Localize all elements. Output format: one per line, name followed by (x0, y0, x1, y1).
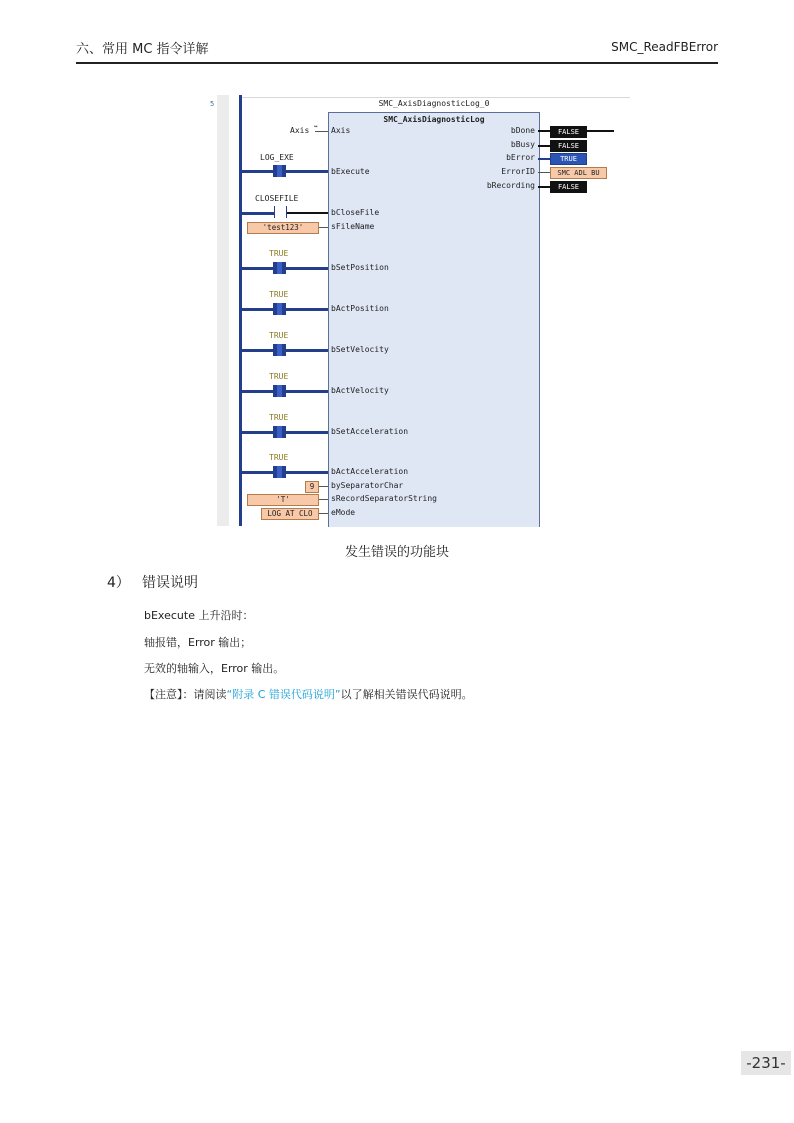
pin-srecordseparatorstring: sRecordSeparatorString (331, 494, 437, 503)
pin-errorid: ErrorID (501, 167, 535, 176)
bbusy-value: FALSE (550, 140, 587, 152)
true-label-bactacceleration: TRUE (269, 453, 289, 462)
emode-value: LOG AT CLO (261, 508, 319, 520)
srecordseparator-wire (319, 499, 328, 500)
brecording-value: FALSE (550, 181, 587, 193)
body-line-3: 无效的轴输入，Error 输出。 (144, 662, 285, 675)
page-header-chapter: 六、常用 MC 指令详解 (76, 42, 209, 57)
pin-bactposition: bActPosition (331, 304, 389, 313)
pin-axis: Axis (331, 126, 351, 135)
contact-log-exe (273, 165, 286, 177)
contact-bactvelocity (273, 385, 286, 397)
sfilename-wire (319, 227, 328, 228)
note-paragraph (144, 686, 473, 702)
fb-instance-name: SMC_AxisDiagnosticLog_0 (378, 99, 490, 108)
log-exe-variable: LOG_EXE (260, 153, 294, 162)
contact-bsetvelocity (273, 344, 286, 356)
true-label-bsetvelocity: TRUE (269, 331, 289, 340)
bdone-value: FALSE (550, 126, 587, 138)
header-rule (76, 62, 718, 64)
emode-wire (319, 513, 328, 514)
berror-wire (538, 158, 550, 160)
axis-wire (315, 131, 328, 132)
pin-bactvelocity: bActVelocity (331, 386, 389, 395)
srecordseparator-value: 'T' (247, 494, 319, 506)
line-number-gutter (217, 95, 229, 526)
pin-brecording: bRecording (486, 181, 535, 190)
pin-bbusy: bBusy (510, 140, 535, 149)
errorid-value: SMC ADL BU (550, 167, 607, 179)
true-label-bsetposition: TRUE (269, 249, 289, 258)
closefile-variable: CLOSEFILE (255, 194, 299, 203)
rung-wire-bclosefile-left (242, 212, 276, 215)
true-label-bactposition: TRUE (269, 290, 289, 299)
pin-bdone: bDone (510, 126, 535, 135)
pin-sfilename: sFileName (331, 222, 375, 231)
appendix-c-link[interactable]: “附录 C 错误代码说明” (226, 688, 341, 701)
section-title: 错误说明 (142, 575, 198, 591)
pin-bsetacceleration: bSetAcceleration (331, 427, 409, 436)
pin-emode: eMode (331, 508, 356, 517)
true-label-bsetacceleration: TRUE (269, 413, 289, 422)
pin-bexecute: bExecute (331, 167, 370, 176)
pin-bsetvelocity: bSetVelocity (331, 345, 389, 354)
contact-bactacceleration (273, 466, 286, 478)
bbusy-wire (538, 145, 550, 147)
axis-variable: Axis (290, 126, 310, 135)
page-number: -231- (741, 1051, 791, 1075)
contact-bactposition (273, 303, 286, 315)
fb-type-name: SMC_AxisDiagnosticLog (383, 115, 485, 124)
byseparatorchar-wire (319, 486, 328, 487)
pin-bsetposition: bSetPosition (331, 263, 389, 272)
contact-closefile (274, 206, 287, 218)
pin-bactacceleration: bActAcceleration (331, 467, 409, 476)
ladder-diagram (205, 95, 635, 526)
pin-berror: bError (506, 153, 535, 162)
body-line-2: 轴报错，Error 输出； (144, 636, 252, 649)
note-prefix: 【注意】：请阅读 (144, 688, 227, 701)
note-suffix: 以了解相关错误代码说明。 (340, 688, 473, 701)
pin-bclosefile: bCloseFile (331, 208, 380, 217)
brecording-wire (538, 186, 550, 188)
rung-number: 5 (210, 100, 215, 108)
errorid-wire (538, 172, 550, 173)
pin-byseparatorchar: bySeparatorChar (331, 481, 404, 490)
figure-caption: 发生错误的功能块 (344, 545, 449, 560)
contact-bsetposition (273, 262, 286, 274)
true-label-bactvelocity: TRUE (269, 372, 289, 381)
contact-bsetacceleration (273, 426, 286, 438)
body-line-1: bExecute 上升沿时： (144, 609, 254, 622)
rung-wire-bclosefile-right (285, 212, 328, 214)
page-header-function: SMC_ReadFBError (611, 40, 718, 54)
rung-separator (242, 97, 630, 98)
byseparatorchar-value: 9 (305, 481, 319, 493)
section-number: 4） (107, 575, 130, 591)
berror-value: TRUE (550, 153, 587, 165)
axis-inout-arrow: ↔ (314, 123, 318, 130)
sfilename-value: 'test123' (247, 222, 319, 234)
